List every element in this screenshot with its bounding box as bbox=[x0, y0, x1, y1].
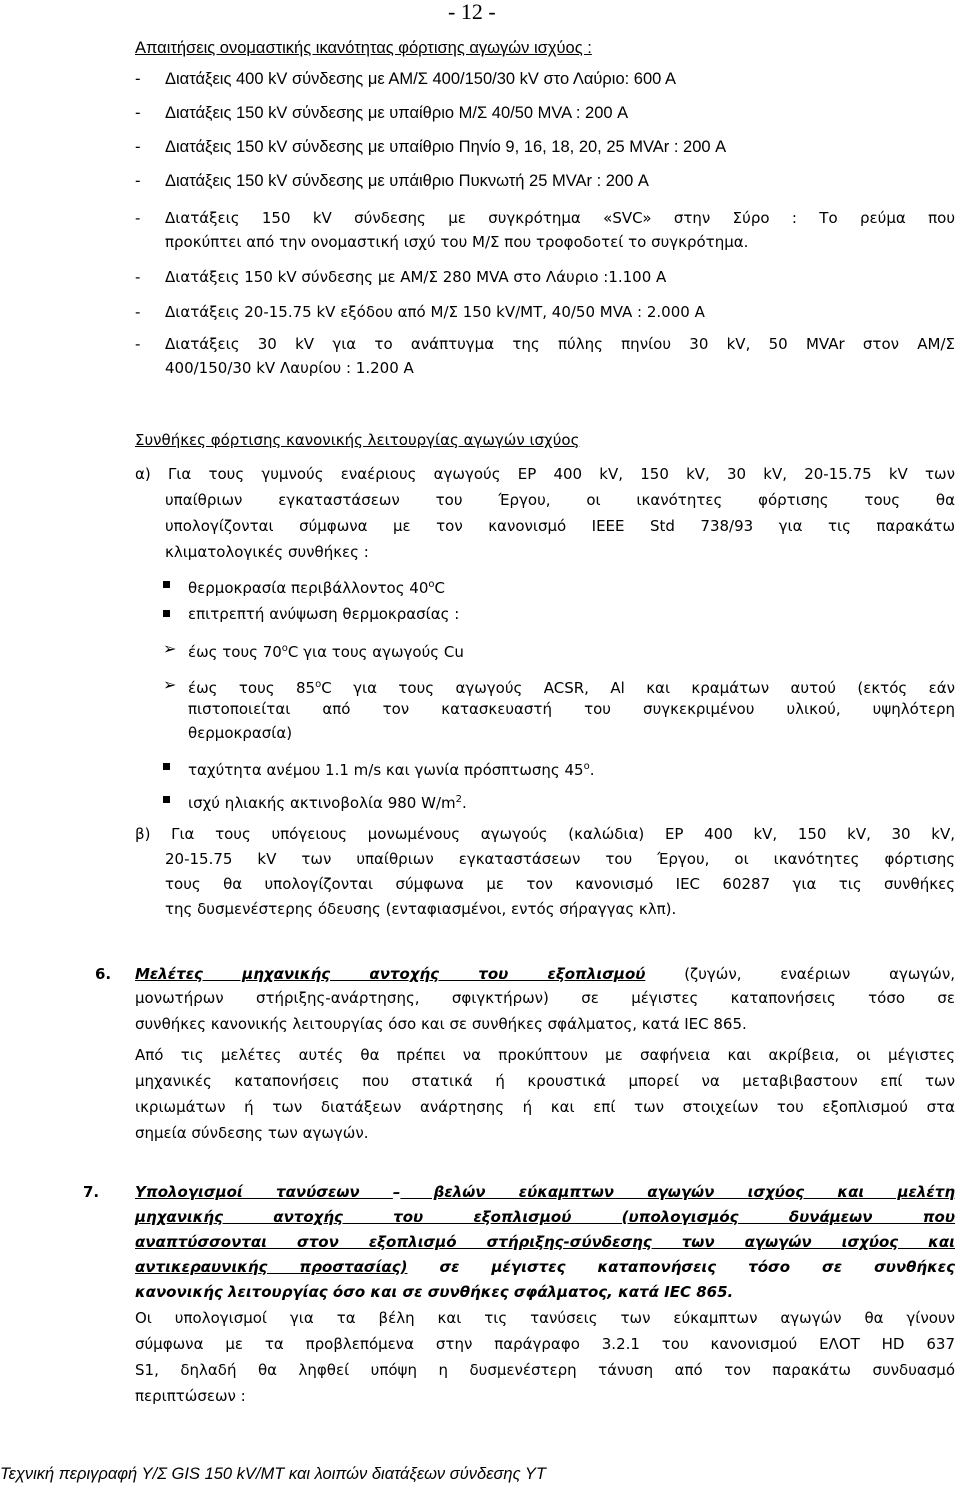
section-6-title: Μελέτες μηχανικής αντοχής του εξοπλισμού bbox=[135, 965, 646, 983]
rating-heading: Απαιτήσεις ονομαστικής ικανότητας φόρτισης αγωγών ισχύος : bbox=[135, 39, 592, 57]
rating-item-280mva: - Διατάξεις 150 kV σύνδεσης με ΑΜ/Σ 280 MVA στο Λάυριο :1.100 Α bbox=[135, 268, 667, 286]
square-bullet-icon bbox=[163, 796, 170, 803]
rating-item-svc-cont: προκύπτει από την ονομαστική ισχύ του Μ/Σ που τροφοδοτεί το συγκρότημα. bbox=[165, 233, 749, 251]
paragraph-a: α) Για τους γυμνούς εναέριους αγωγούς ΕΡ 400 kV, 150 kV, 30 kV, 20-15.75 kV των υπαίθριων εγκαταστάσεων του Έργου, οι ικανότητες φόρτισης τους θα υπολογίζονται σύμφωνα με τον κανονισμό IEEE Std 738/93 για τις παρακάτω κλιματολογικές συνθήκες : bbox=[135, 465, 955, 561]
section-6-paragraph: Από τις μελέτες αυτές θα πρέπει να προκύπτουν με σαφήνεια και ακρίβεια, οι μέγιστες μηχανικές καταπονήσεις που στατικά ή κρουστικά μπορεί να μεταβιβαστουν επί των ικριωμάτων ή των διατάξεων ανάρτησης ή και επί των στοιχείων του εξοπλισμού στα σημεία σύνδεσης των αγωγών. bbox=[135, 1046, 955, 1142]
section-6-text: Μελέτες μηχανικής αντοχής του εξοπλισμού (ζυγών, εναέριων αγωγών, μονωτήρων στήριξης-ανάρτησης, σφιγκτήρων) σε μέγιστες καταπονήσεις τόσο σε συνθήκες κανονικής λειτουργίας όσο και σε συνθήκες σφάλματος, κατά IEC 865. bbox=[135, 965, 955, 1033]
section-6-number: 6. bbox=[95, 965, 112, 983]
paragraph-b: β) Για τους υπόγειους μονωμένους αγωγούς (καλώδια) ΕΡ 400 kV, 150 kV, 30 kV, 20-15.75 kV των υπαίθριων εγκαταστάσεων του Έργου, οι ικανότητες φόρτισης τους θα υπολογίζονται σύμφωνα με τον κανονισμό IEC 60287 για τις συνθήκες της δυσμενέστερης όδευσης (ενταφιασμένοι, εντός σήραγγας κλπ). bbox=[135, 825, 955, 918]
arrow-item-acsr: ➢ έως τους $85^oC$ για τους αγωγούς ACSR, Al και κραμάτων αυτού (εκτός εάν πιστοποιείται από τον κατασκευαστή του συγκεκριμένου υλικού, υψηλότερη θερμοκρασία) bbox=[163, 675, 955, 742]
rating-item-400kv: - Διατάξεις 400 kV σύνδεσης με ΑΜ/Σ 400/150/30 kV στο Λαύριο: 600 Α bbox=[135, 70, 677, 88]
arrow-bullet-icon: ➢ bbox=[163, 675, 177, 694]
square-bullet-icon bbox=[163, 763, 170, 770]
square-bullet-icon bbox=[163, 581, 170, 588]
rating-item-30kv-cont: 400/150/30 kV Λαυρίου : 1.200 Α bbox=[165, 359, 414, 377]
section-7-number: 7. bbox=[83, 1183, 100, 1201]
rating-item-mv-exit: - Διατάξεις 20-15.75 kV εξόδου από Μ/Σ 150 kV/MT, 40/50 MVA : 2.000 Α bbox=[135, 303, 705, 321]
section-7-paragraph: Οι υπολογισμοί για τα βέλη και τις τανύσεις των εύκαμπτων αγωγών θα γίνουν σύμφωνα με τα προβλεπόμενα στην παράγραφο 3.2.1 του κανονισμού ΕΛΟΤ HD 637 S1, δηλαδή θα ληφθεί υπόψη η δυσμενέστερη τάνυση από τον παρακάτω συνδυασμό περιπτώσεων : bbox=[135, 1309, 955, 1405]
rating-item-capacitor: - Διατάξεις 150 kV σύνδεσης με υπάιθριο Πυκνωτή 25 MVAr : 200 Α bbox=[135, 172, 649, 190]
conditions-heading: Συνθήκες φόρτισης κανονικής λειτουργίας αγωγών ισχύος bbox=[135, 431, 580, 449]
rating-item-svc: - Διατάξεις 150 kV σύνδεσης με συγκρότημα «SVC» στην Σύρο : Το ρεύμα που bbox=[135, 209, 955, 227]
page-number: - 12 - bbox=[448, 0, 496, 24]
page-footer: Τεχνική περιγραφή Υ/Σ GIS 150 kV/MT και λοιπών διατάξεων σύνδεσης ΥΤ bbox=[0, 1465, 546, 1483]
square-bullet-icon bbox=[163, 610, 170, 617]
rating-item-30kv: - Διατάξεις 30 kV για το ανάπτυγμα της πύλης πηνίου 30 kV, 50 MVAr στον ΑΜ/Σ bbox=[135, 335, 955, 353]
section-7-title: Υπολογισμοί τανύσεων – βελών εύκαμπτων αγωγών ισχύος και μελέτη μηχανικής αντοχής του εξοπλισμού (υπολογισμός δυνάμεων που αναπτύσσονται στον εξοπλισμό στήριξης-σύνδεσης των αγωγών ισχύος και αντικεραυνικής προστασίας) σε μέγιστες καταπονήσεις τόσο σε συνθήκες κανονικής λειτουργίας όσο και σε συνθήκες σφάλματος, κατά IEC 865. bbox=[135, 1183, 956, 1301]
rating-item-40-50mva: - Διατάξεις 150 kV σύνδεσης με υπαίθριο Μ/Σ 40/50 MVA : 200 Α bbox=[135, 104, 629, 122]
arrow-bullet-icon: ➢ bbox=[163, 639, 177, 658]
rating-item-reactor: - Διατάξεις 150 kV σύνδεσης με υπαίθριο Πηνίο 9, 16, 18, 20, 25 MVAr : 200 Α bbox=[135, 138, 727, 156]
